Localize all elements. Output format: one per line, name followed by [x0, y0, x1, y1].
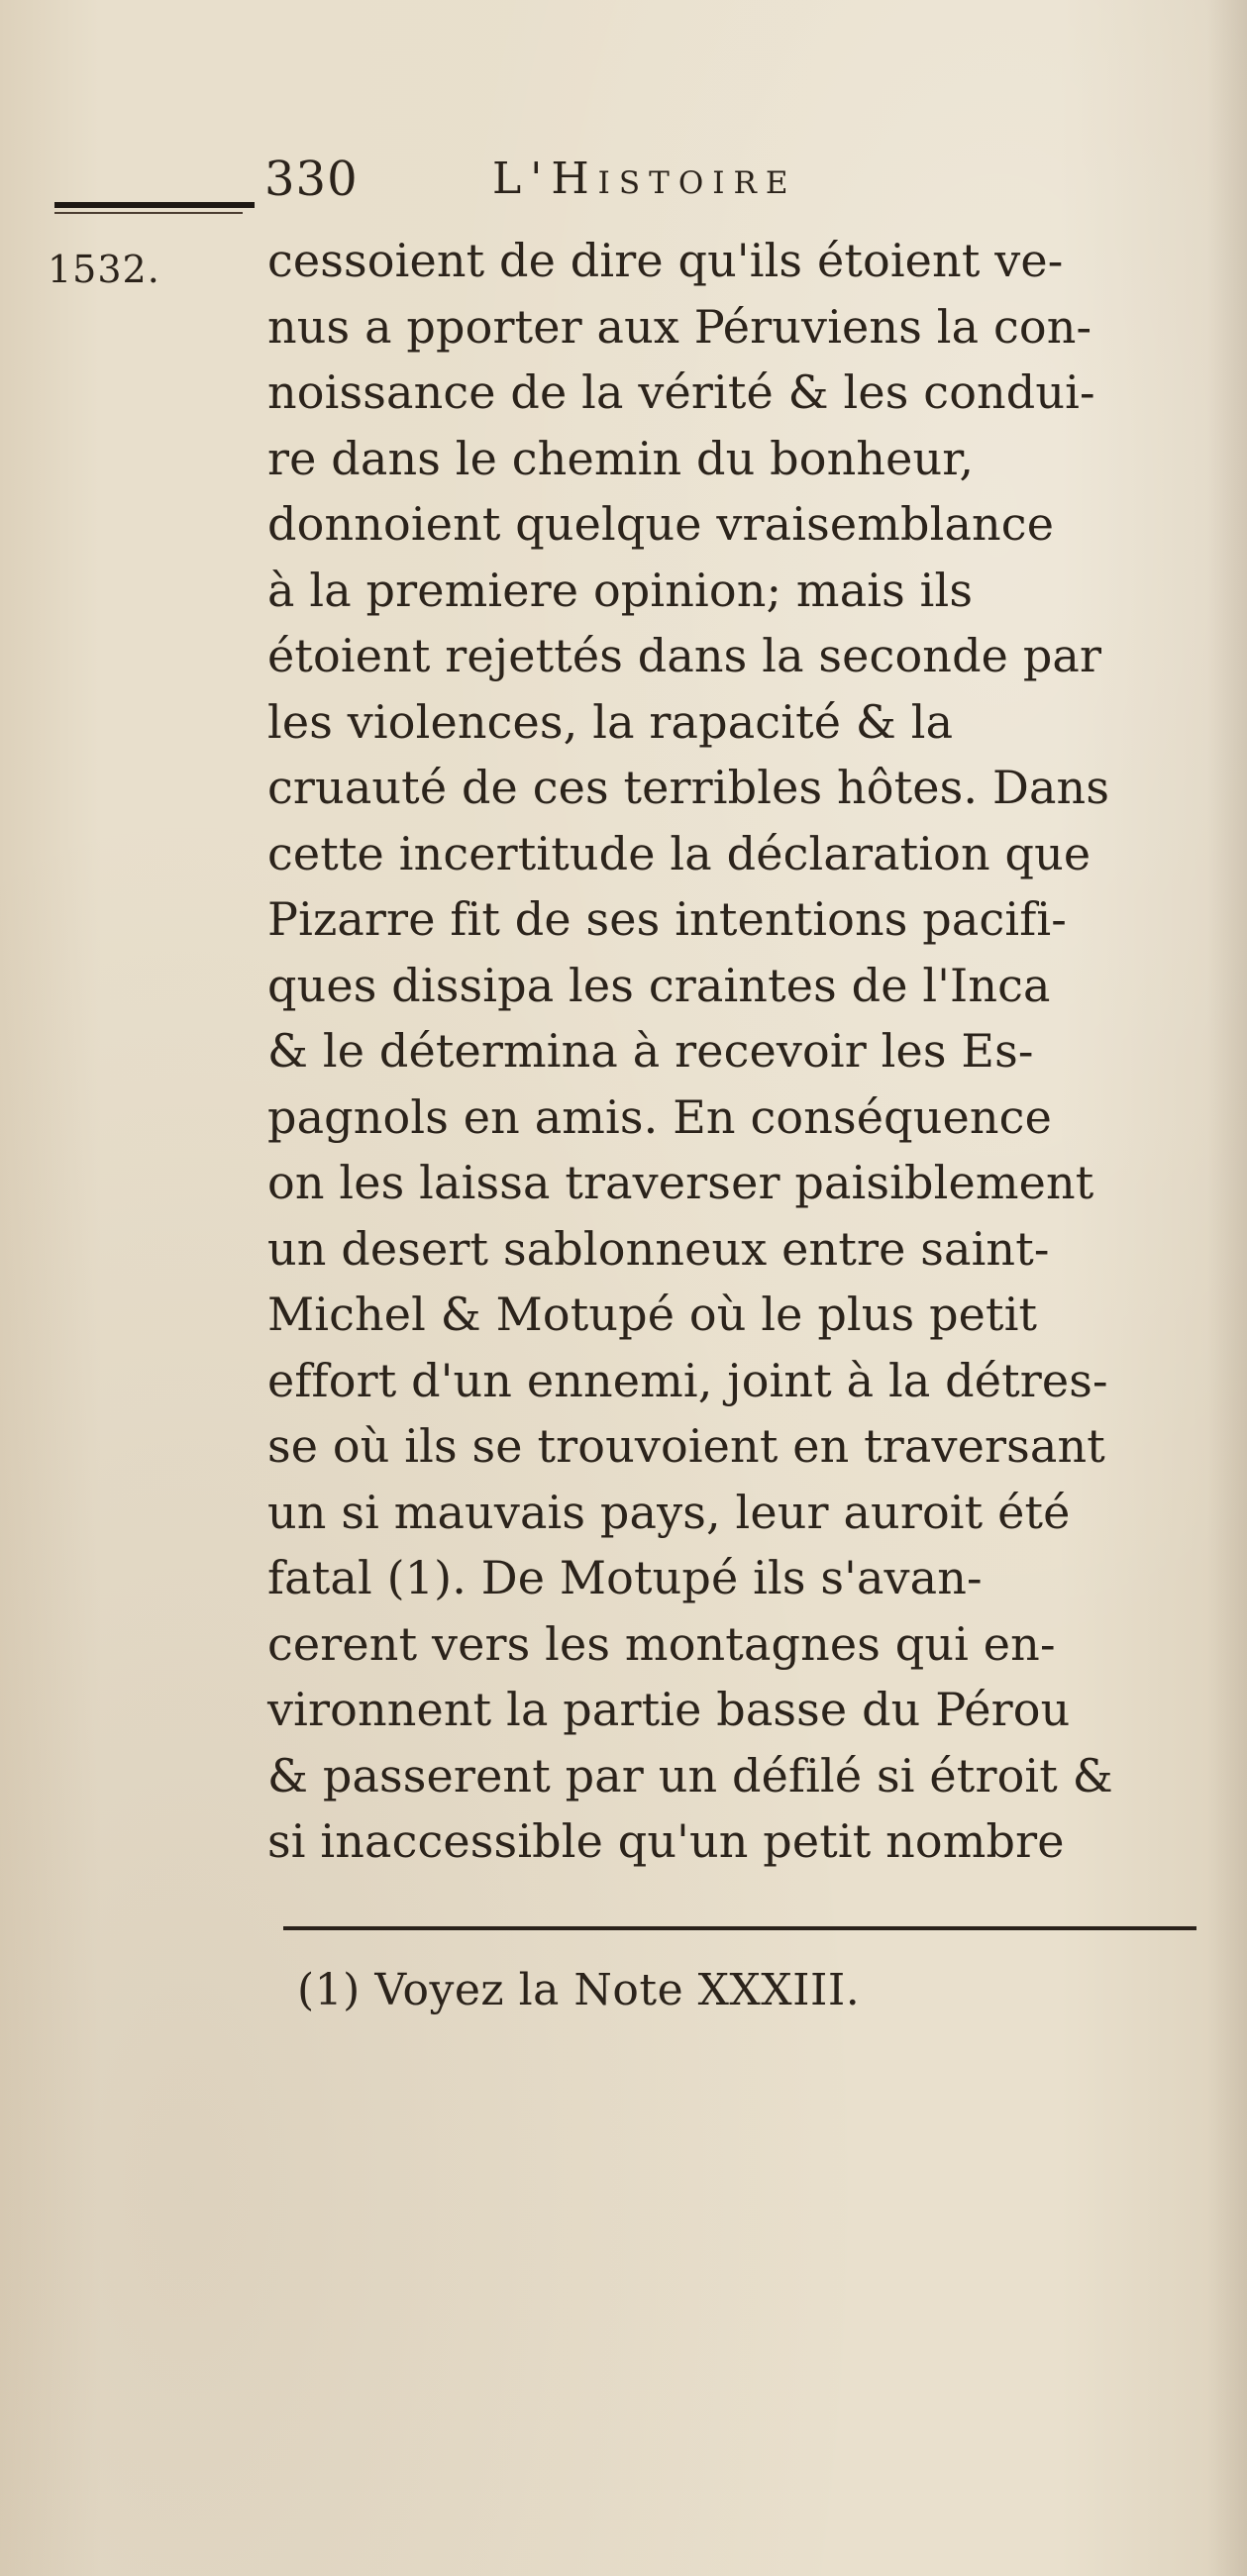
body-text: [267, 228, 1179, 1875]
text-line-16: un desert sablonneux entre saint-: [267, 1221, 1050, 1276]
text-line-24: & passerent par un défilé si étroit &: [267, 1748, 1113, 1803]
text-line-23: vironnent la partie basse du Pérou: [267, 1683, 1071, 1736]
text-line-5: donnoient quelque vraisemblance: [267, 497, 1055, 551]
footnote-rule: [283, 1926, 1196, 1930]
text-line-10: cette incertitude la déclaration que: [267, 826, 1091, 880]
text-line-20: un si mauvais pays, leur auroit été: [267, 1485, 1071, 1539]
page-header: [264, 145, 1017, 214]
page-number: 330: [264, 152, 359, 207]
margin-year: 1532.: [48, 248, 160, 291]
text-line-2: nus a pporter aux Péruviens la con-: [267, 299, 1092, 354]
text-line-9: cruauté de ces terribles hôtes. Dans: [267, 761, 1110, 814]
text-line-14: pagnols en amis. En conséquence: [267, 1089, 1052, 1144]
text-line-21: fatal (1). De Motupé ils s'avan-: [267, 1551, 983, 1604]
text-line-3: noissance de la vérité & les condui-: [267, 365, 1095, 419]
text-line-13: & le détermina à recevoir les Es-: [267, 1024, 1034, 1078]
text-line-22: cerent vers les montagnes qui en-: [267, 1616, 1056, 1671]
text-line-12: ques dissipa les craintes de l'Inca: [267, 958, 1051, 1012]
text-line-11: Pizarre fit de ses intentions pacifi-: [267, 892, 1067, 946]
header-margin-rule: [54, 202, 255, 208]
text-line-8: les violences, la rapacité & la: [267, 694, 954, 749]
text-line-4: re dans le chemin du bonheur,: [267, 431, 975, 485]
text-line-17: Michel & Motupé où le plus petit: [267, 1288, 1038, 1341]
footnote: (1) Voyez la Note XXXIII.: [297, 1965, 861, 2015]
text-line-15: on les laissa traverser paisiblement: [267, 1156, 1094, 1209]
text-line-19: se où ils se trouvoient en traversant: [267, 1419, 1105, 1473]
header-margin-rule-secondary: [54, 212, 243, 214]
running-head: L'Histoire: [492, 154, 797, 204]
text-line-18: effort d'un ennemi, joint à la détres-: [267, 1353, 1108, 1407]
text-line-7: étoient rejettés dans la seconde par: [267, 629, 1102, 682]
text-line-6: à la premiere opinion; mais ils: [267, 563, 974, 617]
text-line-25: si inaccessible qu'un petit nombre: [267, 1814, 1065, 1868]
text-line-1: cessoient de dire qu'ils étoient ve-: [267, 234, 1064, 287]
